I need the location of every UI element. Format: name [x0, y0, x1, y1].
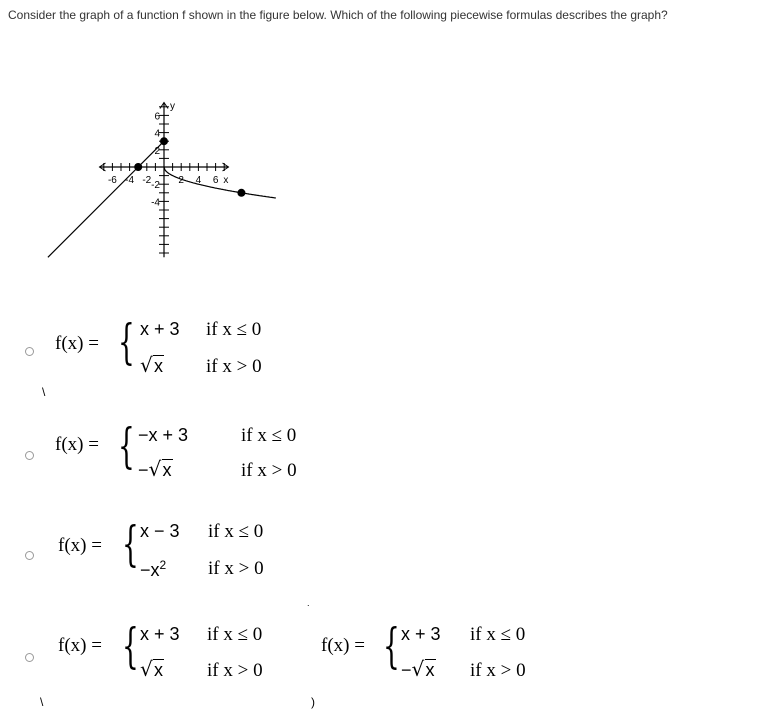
stray-mark: \ [40, 695, 44, 709]
y-tick-label: 2 [154, 145, 160, 157]
option-2-case2-arg: x [162, 460, 172, 480]
option-1-case1: x + 3 [140, 319, 180, 339]
option-4-case2-arg: x [154, 660, 163, 680]
option-4-cond1: if x ≤ 0 [207, 624, 263, 645]
x-tick-label: -2 [142, 175, 152, 186]
left-line-piece [48, 141, 164, 257]
option-4-cond2: if x > 0 [207, 660, 263, 681]
sqrt-symbol: √ x [140, 353, 163, 377]
point-y-intercept [160, 137, 168, 145]
option-5-case2-arg: x [425, 660, 435, 680]
y-axis-letter: y [170, 101, 175, 113]
option-2-case2 [138, 457, 173, 481]
option-2-lhs: f(x) = [55, 434, 99, 455]
option-3-cond2: if x > 0 [208, 558, 264, 579]
stray-dot: . [307, 598, 310, 608]
option-3-case2-exp: 2 [159, 558, 167, 572]
graph-axes [100, 103, 229, 258]
x-tick-label: -4 [125, 175, 135, 186]
y-tick-label: -2 [151, 180, 160, 192]
option-5-case2-prefix: − [401, 660, 412, 680]
option-1-cond1: if x ≤ 0 [206, 319, 262, 340]
graph-curves [48, 137, 276, 257]
option-5-cond1: if x ≤ 0 [470, 624, 526, 645]
question-text: Consider the graph of a function f shown in the figure below. Which of the following piecewise formulas describes the graph? [8, 8, 668, 22]
point-right [237, 189, 245, 197]
option-1-lhs: f(x) = [55, 333, 99, 354]
option-1-cond2: if x > 0 [206, 356, 262, 377]
option-1-radio[interactable] [25, 347, 34, 356]
sqrt-symbol: √ x [411, 657, 435, 681]
option-4-radio[interactable] [25, 653, 34, 662]
option-3-case1: x − 3 [140, 521, 180, 541]
y-tick-label: 4 [154, 128, 160, 140]
option-2-radio[interactable] [25, 451, 34, 460]
option-2-case2-prefix: − [138, 460, 149, 480]
x-tick-label: 2 [178, 175, 184, 186]
option-3-brace: { [122, 516, 139, 572]
sqrt-symbol: √ x [148, 457, 172, 481]
option-3-case2-base: −x [140, 560, 160, 580]
option-5-cond2: if x > 0 [470, 660, 526, 681]
sqrt-symbol: √ x [140, 657, 163, 681]
option-3-cond1: if x ≤ 0 [208, 521, 264, 542]
option-4-lhs: f(x) = [58, 635, 102, 656]
option-1-case2 [140, 353, 164, 377]
x-tick-label: -6 [107, 175, 117, 186]
option-5-lhs: f(x) = [321, 635, 365, 656]
y-tick-label: 6 [154, 111, 160, 123]
y-tick-label: -4 [151, 197, 160, 209]
option-2-cond1: if x ≤ 0 [241, 425, 297, 446]
option-3-radio[interactable] [25, 551, 34, 560]
option-4-brace: { [122, 618, 139, 674]
option-1-brace: { [118, 314, 135, 370]
option-3-lhs: f(x) = [58, 535, 102, 556]
option-2-cond2: if x > 0 [241, 460, 297, 481]
option-5-brace: { [383, 618, 400, 674]
x-axis-letter: x [223, 175, 229, 186]
option-3-case2 [140, 558, 166, 581]
stray-mark: ) [311, 695, 315, 709]
option-4-case1: x + 3 [140, 624, 180, 644]
x-tick-label: 6 [212, 175, 219, 186]
x-tick-label: 4 [195, 175, 202, 186]
option-4-case2 [140, 657, 164, 681]
option-1-case2-arg: x [154, 356, 163, 376]
stray-mark: \ [42, 385, 46, 399]
option-5-case1: x + 3 [401, 624, 441, 644]
option-2-brace: { [118, 418, 135, 474]
option-2-case1: −x + 3 [138, 425, 189, 445]
option-5-case2 [401, 657, 436, 681]
point-x-intercept [134, 163, 142, 171]
